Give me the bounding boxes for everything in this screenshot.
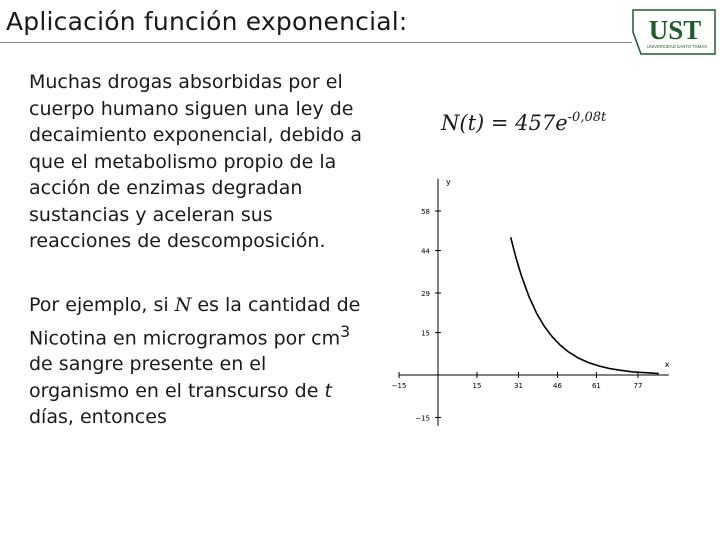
paragraph-example-part4: días, entonces — [29, 406, 167, 429]
x-tick-label: 77 — [633, 382, 643, 390]
logo-subtext: UNIVERSIDAD SANTO TOMÁS — [646, 44, 708, 49]
formula — [441, 110, 606, 135]
x-tick-label: 31 — [514, 382, 523, 390]
ust-logo — [631, 6, 717, 58]
x-tick-label: 61 — [591, 382, 601, 390]
decay-plot — [380, 170, 700, 430]
y-axis-label: y — [446, 177, 451, 187]
formula-exponent: -0,08t — [567, 110, 607, 125]
x-tick-label: 46 — [553, 382, 562, 390]
y-tick-label: 58 — [421, 208, 430, 216]
y-tick-label: −15 — [415, 414, 430, 423]
y-tick-label: 29 — [421, 290, 430, 298]
paragraph-example-part2: es la cantidad de Nicotina en microgramos por cm — [29, 294, 361, 349]
paragraph-example-part3: de sangre presente en el organismo en el transcurso de — [29, 353, 325, 402]
formula-base: N(t) = 457e — [441, 111, 568, 135]
y-tick-label: 44 — [421, 247, 430, 256]
variable-t: t — [324, 379, 332, 402]
x-axis-label: x — [664, 360, 670, 369]
x-tick-label: −15 — [391, 382, 407, 390]
logo-text: UST — [648, 15, 702, 45]
x-tick-label: 15 — [472, 382, 482, 390]
title-divider — [0, 42, 632, 43]
paragraph-example-part1: Por ejemplo, si — [29, 294, 175, 316]
slide-title: Aplicación función exponencial: — [6, 7, 408, 36]
paragraph-intro: Muchas drogas absorbidas por el cuerpo humano siguen una ley de decaimiento exponencial, debido a que el metabolismo propio de la acción de enzimas degradan sustancias y aceleran sus reacciones de descomposición. — [29, 71, 362, 252]
decay-curve — [511, 237, 659, 373]
unit-exponent: 3 — [340, 321, 351, 341]
paragraph-example — [29, 292, 369, 431]
variable-n: N — [174, 294, 192, 316]
y-tick-label: 15 — [421, 329, 430, 338]
